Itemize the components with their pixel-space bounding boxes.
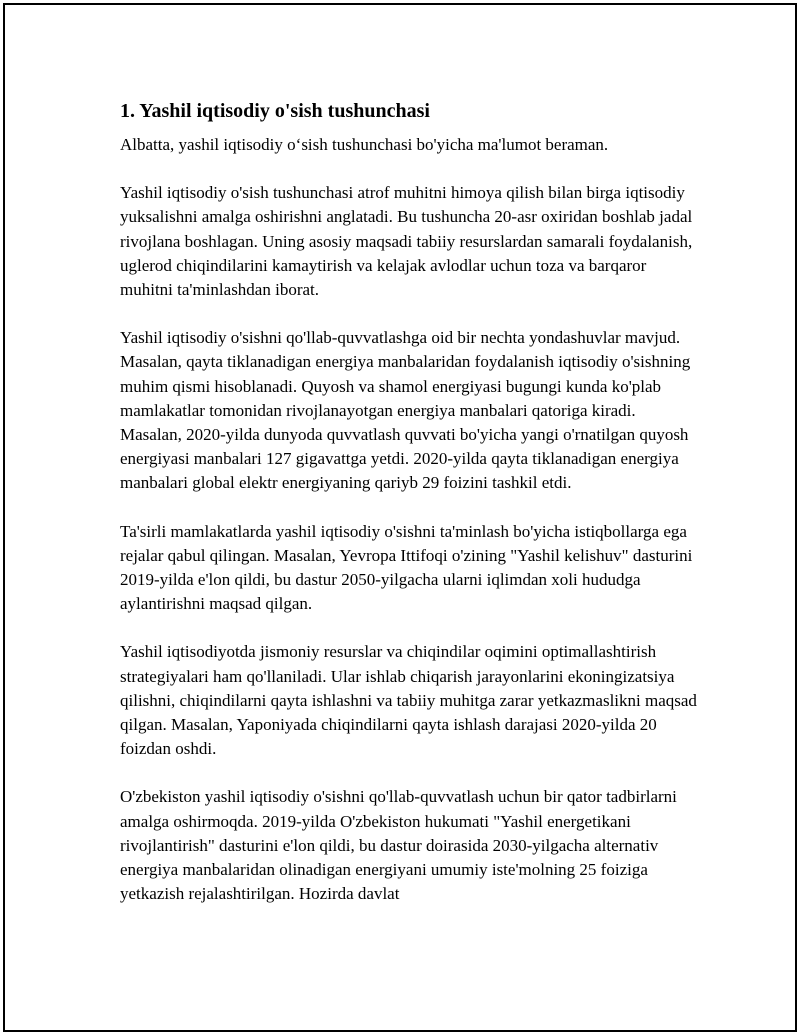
section-heading: 1. Yashil iqtisodiy o'sish tushunchasi: [120, 100, 430, 122]
paragraph-intro: Albatta, yashil iqtisodiy o‘sish tushunchasi bo'yicha ma'lumot beraman.: [120, 135, 609, 154]
paragraph-countries: Ta'sirli mamlakatlarda yashil iqtisodiy o'sishni ta'minlash bo'yicha istiqbollarga ega rejalar qabul qilingan. Masalan, Yevropa Ittifoqi o'zining "Yashil kelishuv" dasturini 2019-yilda e'lon qildi, bu dastur 2050-yilgacha ularni iqlimdan xoli hududga aylantirishni maqsad qilgan.: [120, 521, 693, 614]
document-body: [120, 97, 700, 930]
paragraph-resources: Yashil iqtisodiyotda jismoniy resurslar va chiqindilar oqimini optimallashtirish strategiyalari ham qo'llaniladi. Ular ishlab chiqarish jarayonlarini ekoningizatsiya qilishni, chiqindilarni qayta ishlashni va tabiiy muhitga zarar yetkazmaslikni maqsad qilgan. Masalan, Yaponiyada chiqindilarni qayta ishlash darajasi 2020-yilda 20 foizdan oshdi.: [120, 642, 697, 759]
paragraph-uzbekistan: O'zbekiston yashil iqtisodiy o'sishni qo'llab-quvvatlash uchun bir qator tadbirlarni amalga oshirmoqda. 2019-yilda O'zbekiston hukumati "Yashil energetikani rivojlantirish" dasturini e'lon qildi, bu dastur doirasida 2030-yilgacha alternativ energiya manbalaridan olinadigan energiyani umumiy iste'molning 25 foiziga yetkazish rejalashtirilgan. Hozirda davlat: [120, 787, 677, 904]
paragraph-approaches: Yashil iqtisodiy o'sishni qo'llab-quvvatlashga oid bir nechta yondashuvlar mavjud. Masalan, qayta tiklanadigan energiya manbalaridan foydalanish iqtisodiy o'sishning muhim qismi hisoblanadi. Quyosh va shamol energiyasi bugungi kunda ko'plab mamlakatlar tomonidan rivojlanayotgan energiya manbalari qatoriga kiradi. Masalan, 2020-yilda dunyoda quvvatlash quvvati bo'yicha yangi o'rnatilgan quyosh energiyasi manbalari 127 gigavattga yetdi. 2020-yilda qayta tiklanadigan energiya manbalari global elektr energiyaning qariyb 29 foizini tashkil etdi.: [120, 328, 691, 493]
paragraph-definition: Yashil iqtisodiy o'sish tushunchasi atrof muhitni himoya qilish bilan birga iqtisodiy yuksalishni amalga oshirishni anglatadi. Bu tushuncha 20-asr oxiridan boshlab jadal rivojlana boshlagan. Uning asosiy maqsadi tabiiy resurslardan samarali foydalanish, uglerod chiqindilarini kamaytirish va kelajak avlodlar uchun toza va barqaror muhitni ta'minlashdan iborat.: [120, 183, 693, 300]
page-frame: [3, 3, 797, 1032]
